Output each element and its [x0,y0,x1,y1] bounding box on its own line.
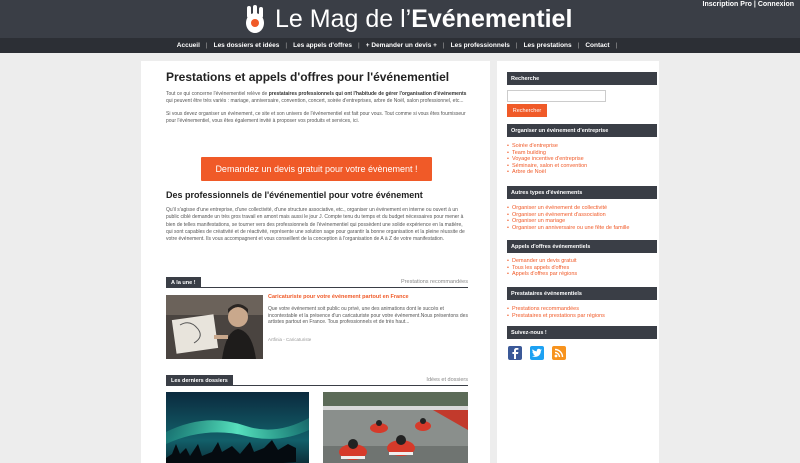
nav-dossiers[interactable]: Les dossiers et idées [213,42,280,49]
site-logo[interactable] [243,2,572,36]
sidebar-item[interactable]: • Voyage incentive d'entreprise [507,156,587,163]
pros-heading: Des professionnels de l'événementiel pour votre événement [166,190,423,200]
main-content [141,61,490,463]
search-button[interactable]: Rechercher [507,104,547,117]
sidebar [497,61,659,463]
featured-tag: A la une ! [166,277,201,288]
nav-demander-devis[interactable]: + Demander un devis + [365,42,437,49]
nav-separator: | [285,42,288,49]
nav-separator: | [515,42,518,49]
ideas-dossiers-link[interactable]: Idées et dossiers [426,377,468,383]
featured-article-title[interactable]: Caricaturiste pour votre événement partout en France [268,294,409,300]
site-logo-text: Le Mag de l’Evénementiel [275,4,573,33]
nav-separator: | [442,42,445,49]
main-nav [0,38,800,53]
nav-separator: | [205,42,208,49]
account-links-separator: | [753,1,756,8]
sidebar-item[interactable]: • Tous les appels d'offres [507,265,577,272]
page-title: Prestations et appels d'offres pour l'événementiel [166,70,450,84]
sidebar-list-appels [507,258,577,278]
sidebar-item[interactable]: • Demander un devis gratuit [507,258,577,265]
karting-dossier-image[interactable] [323,392,468,463]
rss-icon[interactable] [552,346,566,360]
twitter-icon[interactable] [530,346,544,360]
sidebar-item[interactable]: • Séminaire, salon et convention [507,163,587,170]
request-quote-button[interactable]: Demandez un devis gratuit pour votre évènement ! [201,157,432,181]
nav-contact[interactable]: Contact [585,42,610,49]
sidebar-section-title: Autres types d'événements [507,186,657,199]
main-content-inner [166,70,468,384]
follow-us-title: Suivez-nous ! [507,326,657,339]
facebook-icon[interactable] [508,346,522,360]
dossiers-tag: Les derniers dossiers [166,375,233,386]
sidebar-item[interactable]: • Organiser un anniversaire ou une fête de famille [507,225,629,232]
sidebar-list-prestataires [507,306,605,319]
sidebar-list-autres [507,205,629,231]
nav-prestations[interactable]: Les prestations [523,42,572,49]
login-link[interactable]: Connexion [757,1,794,8]
recommended-link[interactable]: Prestations recommandées [401,279,468,285]
nav-professionnels[interactable]: Les professionnels [450,42,510,49]
search-widget-title: Recherche [507,72,657,85]
featured-section-bar [166,277,468,288]
nav-separator: | [615,42,618,49]
sidebar-item[interactable]: • Appels d'offres par régions [507,271,577,278]
aurora-dossier-image[interactable] [166,392,309,463]
sidebar-item[interactable]: • Soirée d'entreprise [507,143,587,150]
sidebar-item[interactable]: • Organiser un événement de collectivité [507,205,629,212]
intro-paragraph-2: Si vous devez organiser un événement, ce site et son univers de l'événementiel est fait pour vous. Tout comme si vous êtes fournisseur pour l'événementiel, vous êtes également invité à proposer vos produits et services, ici. [166,110,466,124]
nav-separator: | [358,42,360,49]
sidebar-section-title: Organiser un événement d'entreprise [507,124,657,137]
sidebar-item[interactable]: • Organiser un événement d'association [507,212,629,219]
sidebar-item[interactable]: • Prestataires et prestations par régions [507,313,605,320]
site-header [0,0,800,53]
sidebar-item[interactable]: • Prestations recommandées [507,306,605,313]
caricaturist-photo[interactable] [166,295,263,359]
sidebar-section-title: Appels d'offres événementiels [507,240,657,253]
nav-accueil[interactable]: Accueil [176,42,200,49]
account-links [703,1,794,8]
hand-logo-icon [243,4,267,34]
dossiers-section-bar [166,375,468,386]
sidebar-list-entreprise [507,143,587,176]
sidebar-item[interactable]: • Arbre de Noël [507,169,587,176]
nav-appels-offres[interactable]: Les appels d'offres [293,42,353,49]
sidebar-item[interactable]: • Team building [507,150,587,157]
sidebar-item[interactable]: • Organiser un mariage [507,218,629,225]
search-input[interactable] [507,90,606,102]
sidebar-section-title: Prestataires événementiels [507,287,657,300]
pros-paragraph: Qu'il s'agisse d'une entreprise, d'une collectivité, d'une structure associative, etc., organiser un événement en interne ou ouvert à un public ciblé demande un très gros travail en amont mais aussi le jour J. Compte tenu du temps et du budget nécessaires pour mener à bien de telles manifestations, se tourner vers des professionnels de l'événementiel qui possèdent une solide expérience en la matière, qui sont capables de créativité et de réactivité, représente une solution sage pour garantir la bonne organisation et la pleine réussite de votre événement. Ils vous accompagnent et vous conseillent de la conception à l'organisation de A à Z de votre manifestation. [166,207,465,243]
intro-paragraph: Tout ce qui concerne l'événementiel relève de prestataires professionnels qui ont l'habitude de gérer l'organisation d'événements qui peuvent être très variés : mariage, anniversaire, convention, concert, soirée d'entreprises, arbre de Noël, salon professionnel, etc... [166,91,467,105]
signup-pro-link[interactable]: Inscription Pro [702,1,752,8]
nav-separator: | [577,42,580,49]
featured-article-excerpt: Que votre événement soit public ou privé, une des animations dont le succès et incontestable et la présence d'un caricaturiste pour votre événement.Nous présentons des artistes partout en France. Tous professionnels et de très haut... [268,306,468,326]
featured-article-meta: Artfinia - Caricaturiste [268,337,312,342]
